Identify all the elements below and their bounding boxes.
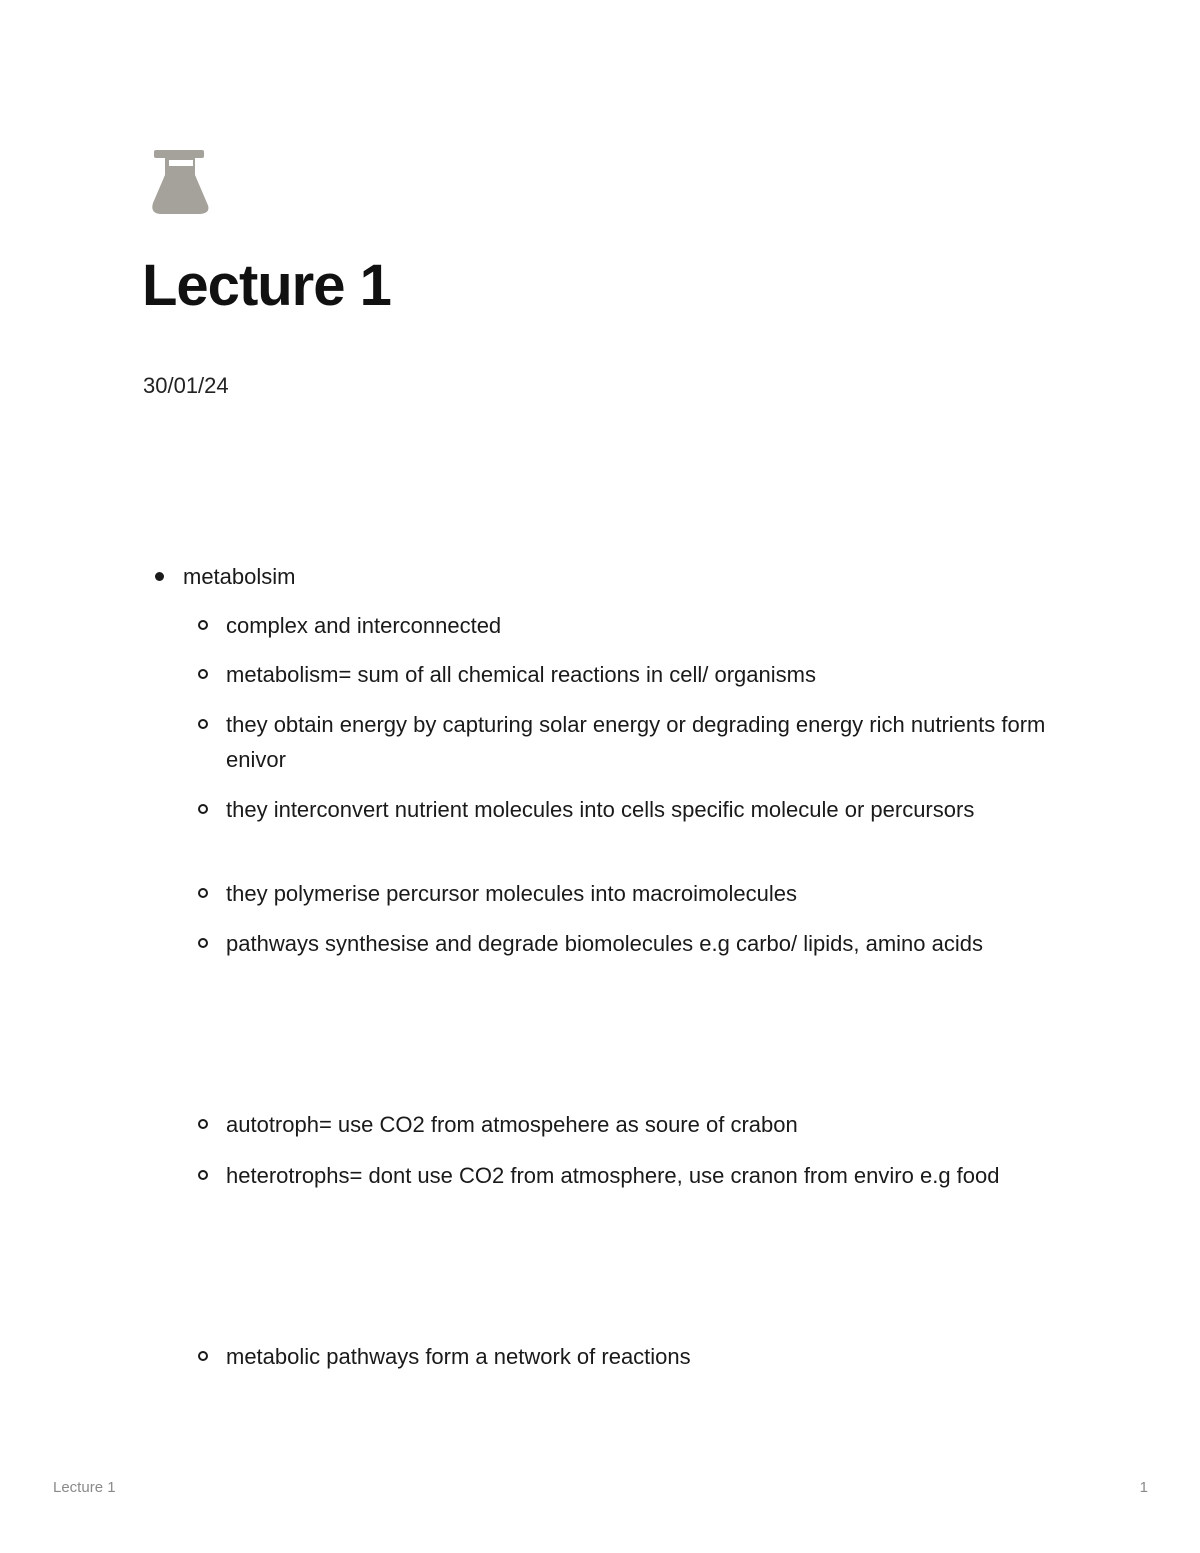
list-item-text: heterotrophs= dont use CO2 from atmosphere, use cranon from enviro e.g food [226, 1163, 1000, 1188]
footer-page-number: 1 [1139, 1479, 1148, 1496]
bullet-circle-icon [198, 669, 208, 679]
page-title: Lecture 1 [142, 253, 391, 318]
bullet-circle-icon [198, 1170, 208, 1180]
list-item [226, 1158, 1066, 1193]
bullet-circle-icon [198, 1351, 208, 1361]
list-item-text: they obtain energy by capturing solar energy or degrading energy rich nutrients form enivor [226, 712, 1046, 772]
page-icon [150, 148, 216, 218]
list-item [226, 707, 1066, 777]
list-item-text: autotroph= use CO2 from atmospehere as soure of crabon [226, 1112, 798, 1137]
bullet-circle-icon [198, 888, 208, 898]
list-item-text: metabolsim [183, 564, 296, 589]
list-item [226, 1107, 1066, 1142]
list-item [226, 1339, 1066, 1374]
bullet-circle-icon [198, 620, 208, 630]
bullet-disc-icon [155, 572, 164, 581]
list-item-text: metabolic pathways form a network of reactions [226, 1344, 691, 1369]
footer-title: Lecture 1 [53, 1479, 116, 1496]
list-item-metabolism [183, 559, 295, 594]
list-item [226, 926, 1066, 961]
bullet-circle-icon [198, 1119, 208, 1129]
list-item [226, 792, 1066, 827]
flask-icon [150, 148, 216, 218]
list-item-text: metabolism= sum of all chemical reactions in cell/ organisms [226, 662, 816, 687]
bullet-circle-icon [198, 719, 208, 729]
list-item [226, 876, 1066, 911]
list-item [226, 657, 1066, 692]
bullet-circle-icon [198, 804, 208, 814]
list-item-text: pathways synthesise and degrade biomolecules e.g carbo/ lipids, amino acids [226, 931, 983, 956]
list-item-text: they polymerise percursor molecules into macroimolecules [226, 881, 798, 906]
page-date: 30/01/24 [143, 373, 229, 398]
list-item-text: they interconvert nutrient molecules into cells specific molecule or percursors [226, 797, 975, 822]
bullet-circle-icon [198, 938, 208, 948]
list-item [226, 608, 1066, 643]
list-item-text: complex and interconnected [226, 613, 502, 638]
